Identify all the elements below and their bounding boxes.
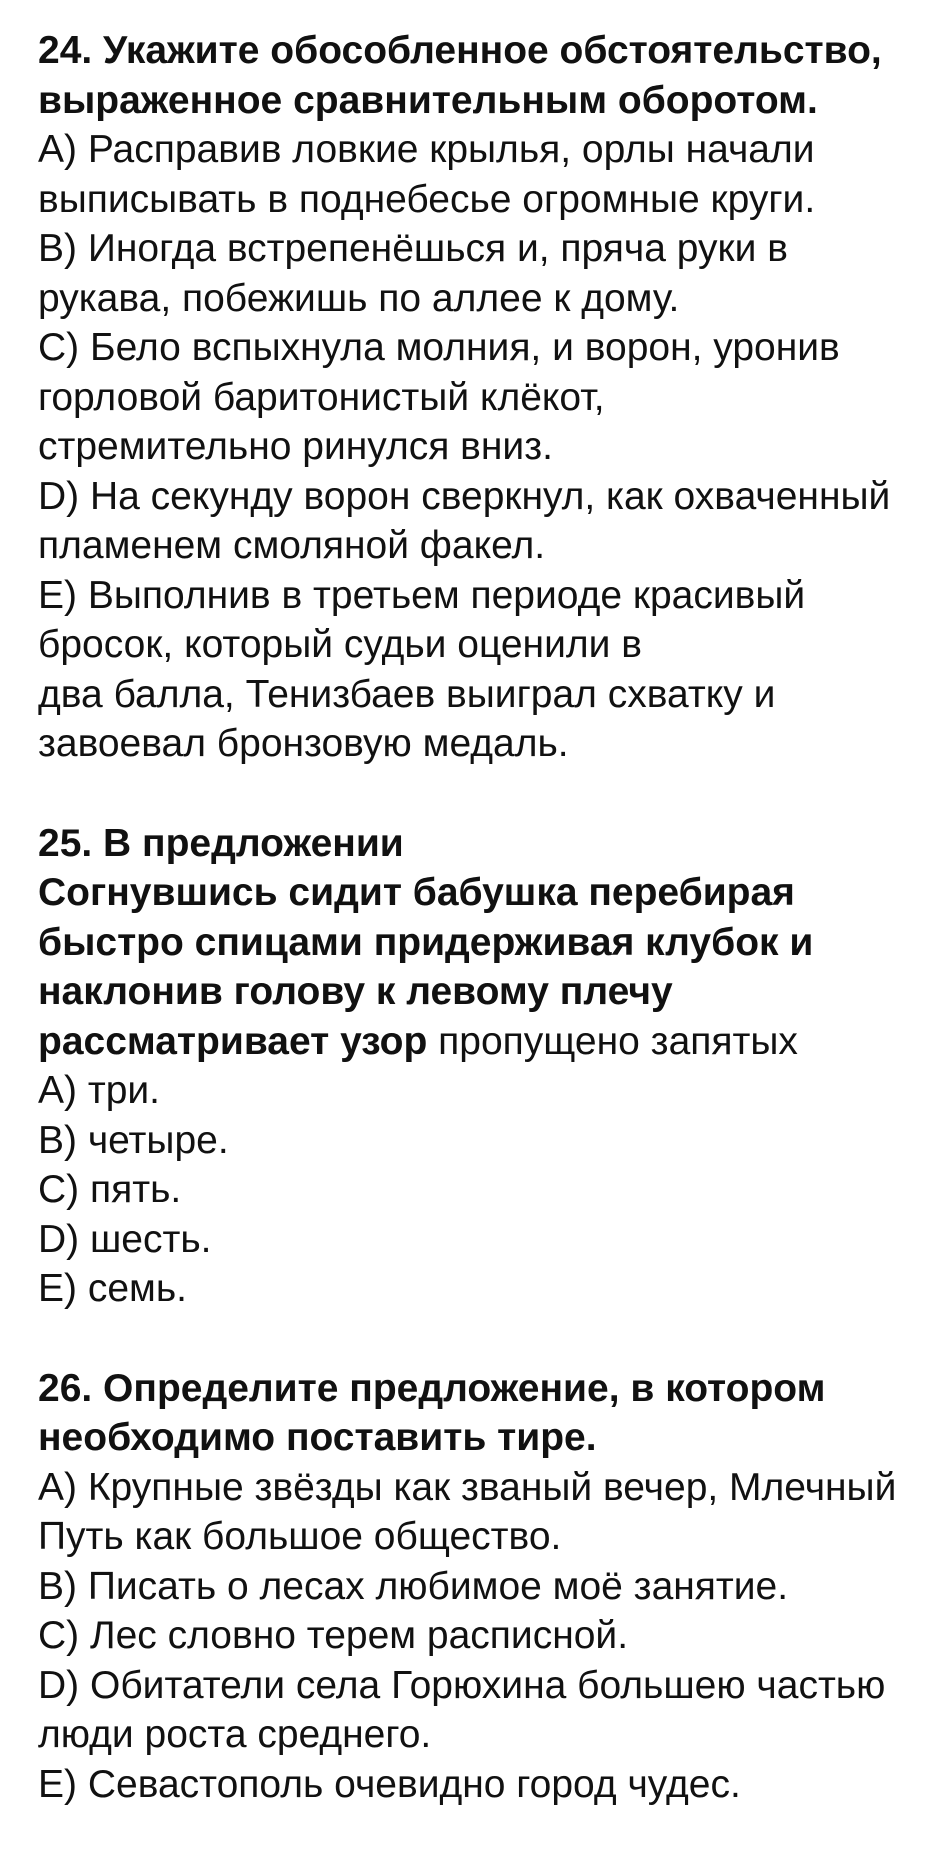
question-26: [38, 1364, 916, 1810]
option-c: [38, 323, 916, 472]
question-title-line: 24. Укажите обособленное обстоятельство,: [38, 29, 882, 72]
option-line: B) Иногда встрепенёшься и, пряча руки в: [38, 227, 788, 270]
question-title-line: наклонив голову к левому плечу: [38, 970, 673, 1013]
option-line: B) четыре.: [38, 1118, 229, 1162]
option-line: E) Выполнив в третьем периоде красивый: [38, 573, 806, 617]
option-line: A) три.: [38, 1069, 161, 1112]
option-e: [38, 1264, 916, 1314]
option-b: [38, 1116, 916, 1166]
option-line: D) шесть.: [38, 1217, 212, 1261]
option-line: E) семь.: [38, 1267, 187, 1310]
question-title-line: необходимо поставить тире.: [38, 1416, 597, 1459]
question-title-line: Согнувшись сидит бабушка перебирая: [38, 871, 795, 914]
question-title: [38, 1364, 916, 1463]
question-title-last-line: [38, 1017, 916, 1067]
question-title-suffix: пропущено запятых: [427, 1019, 798, 1063]
option-line: стремительно ринулся вниз.: [38, 425, 553, 468]
question-24: [38, 26, 916, 769]
option-line: A) Крупные звёзды как званый вечер, Млечный: [38, 1465, 897, 1509]
option-line: рукава, побежишь по аллее к дому.: [38, 276, 680, 320]
option-d: [38, 1215, 916, 1265]
option-d: [38, 1661, 916, 1760]
option-b: [38, 224, 916, 323]
question-title-line: быстро спицами придерживая клубок и: [38, 920, 814, 964]
option-d: [38, 472, 916, 571]
option-line: E) Севастополь очевидно город чудес.: [38, 1762, 741, 1806]
option-line: C) Бело вспыхнула молния, и ворон, уронив: [38, 326, 840, 369]
option-line: C) пять.: [38, 1168, 182, 1211]
question-title-line: 26. Определите предложение, в котором: [38, 1366, 826, 1410]
option-line: C) Лес словно терем расписной.: [38, 1614, 629, 1657]
option-line: горловой баритонистый клёкот,: [38, 375, 605, 419]
question-title: [38, 26, 916, 125]
option-a: [38, 125, 916, 224]
option-line: выписывать в поднебесье огромные круги.: [38, 177, 816, 221]
question-title: [38, 819, 916, 1067]
question-title-line: выраженное сравнительным оборотом.: [38, 78, 818, 122]
option-c: [38, 1611, 916, 1661]
option-line: два балла, Тенизбаев выиграл схватку и: [38, 672, 776, 716]
option-c: [38, 1165, 916, 1215]
option-a: [38, 1463, 916, 1562]
option-line: пламенем смоляной факел.: [38, 524, 546, 567]
question-title-line: 25. В предложении: [38, 821, 404, 865]
option-line: D) Обитатели села Горюхина большею частью: [38, 1663, 886, 1707]
option-a: [38, 1066, 916, 1116]
question-25: [38, 819, 916, 1314]
option-e: [38, 571, 916, 769]
option-line: бросок, который судьи оценили в: [38, 623, 642, 666]
option-e: [38, 1760, 916, 1810]
option-line: завоевал бронзовую медаль.: [38, 722, 569, 765]
option-line: A) Расправив ловкие крылья, орлы начали: [38, 128, 815, 171]
option-b: [38, 1562, 916, 1612]
question-title-bold-part: рассматривает узор: [38, 1019, 428, 1063]
option-line: люди роста среднего.: [38, 1713, 432, 1756]
option-line: D) На секунду ворон сверкнул, как охваченный: [38, 474, 891, 518]
option-line: B) Писать о лесах любимое моё занятие.: [38, 1564, 789, 1608]
option-line: Путь как большое общество.: [38, 1515, 562, 1558]
